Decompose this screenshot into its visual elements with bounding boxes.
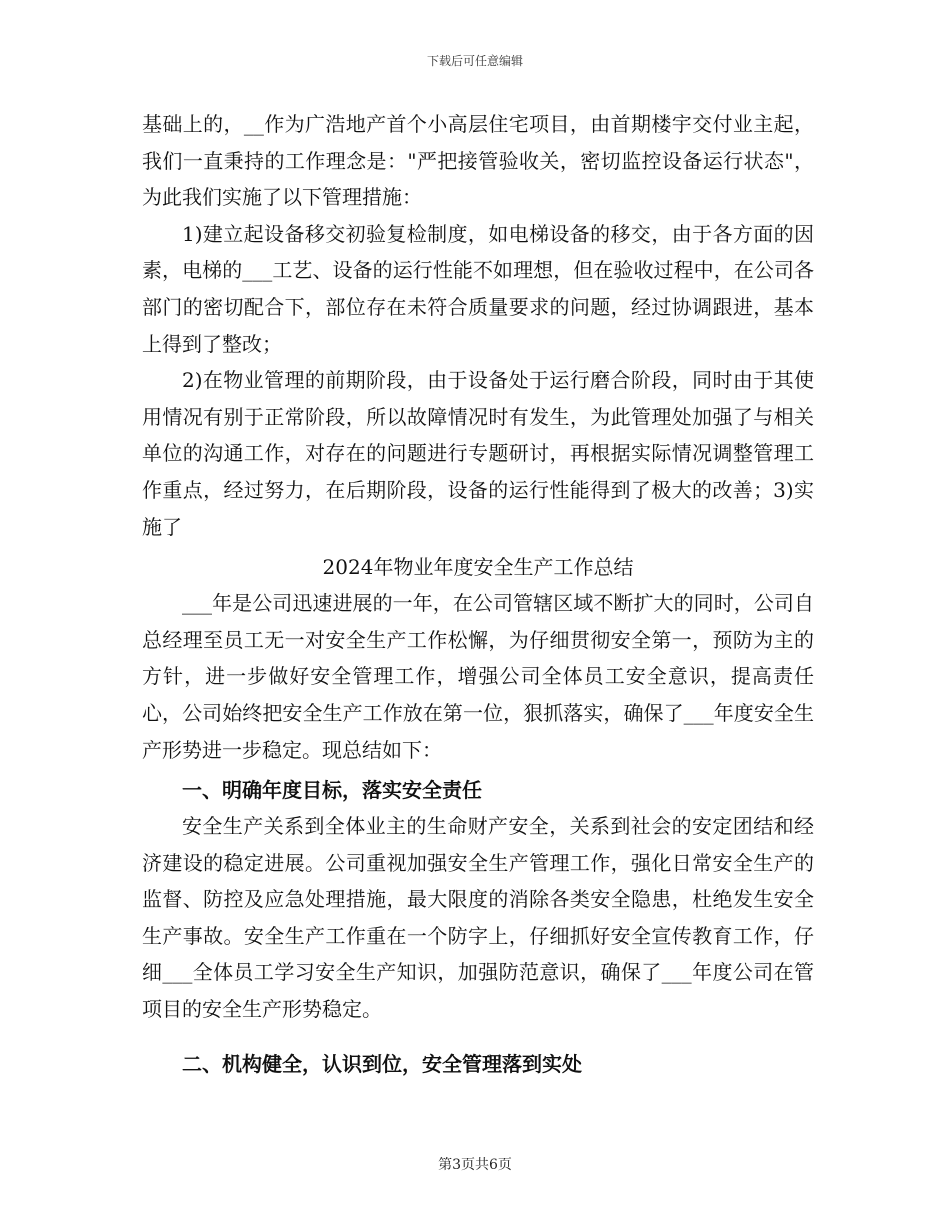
paragraph-section-1: 安全生产关系到全体业主的生命财产安全，关系到社会的安定团结和经济建设的稳定进展。公司重视加强安全生产管理工作，强化日常安全生产的监督、防控及应急处理措施，最大限度的消除各类安全隐患，杜绝发生安全生产事故。安全生产工作重在一个防字上，仔细抓好安全宣传教育工作，仔细___全体员工学习安全生产知识，加强防范意识，确保了___年度公司在管项目的安全生产形势稳定。 — [142, 814, 814, 1022]
summary-body — [142, 585, 814, 1082]
paragraph-measure-1: 1)建立起设备移交初验复检制度，如电梯设备的移交，由于各方面的因素，电梯的___工艺、设备的运行性能不如理想，但在验收过程中，在公司各部门的密切配合下，部位存在未符合质量要求的问题，经过协调跟进，基本上得到了整改； — [142, 221, 814, 356]
page-content — [142, 106, 814, 1082]
paragraph-continuation: 基础上的，__作为广浩地产首个小高层住宅项目，由首期楼宇交付业主起，我们一直秉持的工作理念是："严把接管验收关，密切监控设备运行状态"，为此我们实施了以下管理措施： — [142, 112, 814, 210]
document-title: 2024年物业年度安全生产工作总结 — [322, 555, 634, 580]
paragraph-intro: ___年是公司迅速进展的一年，在公司管辖区域不断扩大的同时，公司自总经理至员工无一对安全生产工作松懈，为仔细贯彻安全第一，预防为主的方针，进一步做好安全管理工作，增强公司全体员工安全意识，提高责任心，公司始终把安全生产工作放在第一位，狠抓落实，确保了___年度安全生产形势进一步稳定。现总结如下： — [142, 591, 814, 762]
page-footer: 第3页共6页 — [438, 1157, 512, 1173]
page-header: 下载后可任意编辑 — [426, 54, 523, 68]
section-heading-1: 一、明确年度目标，落实安全责任 — [182, 778, 482, 803]
section-heading-2: 二、机构健全，认识到位，安全管理落到实处 — [182, 1051, 582, 1076]
paragraph-measure-2: 2)在物业管理的前期阶段，由于设备处于运行磨合阶段，同时由于其使用情况有别于正常阶段，所以故障情况时有发生，为此管理处加强了与相关单位的沟通工作，对存在的问题进行专题研讨，再根据实际情况调整管理工作重点，经过努力，在后期阶段，设备的运行性能得到了极大的改善；3)实施了 — [142, 368, 814, 539]
